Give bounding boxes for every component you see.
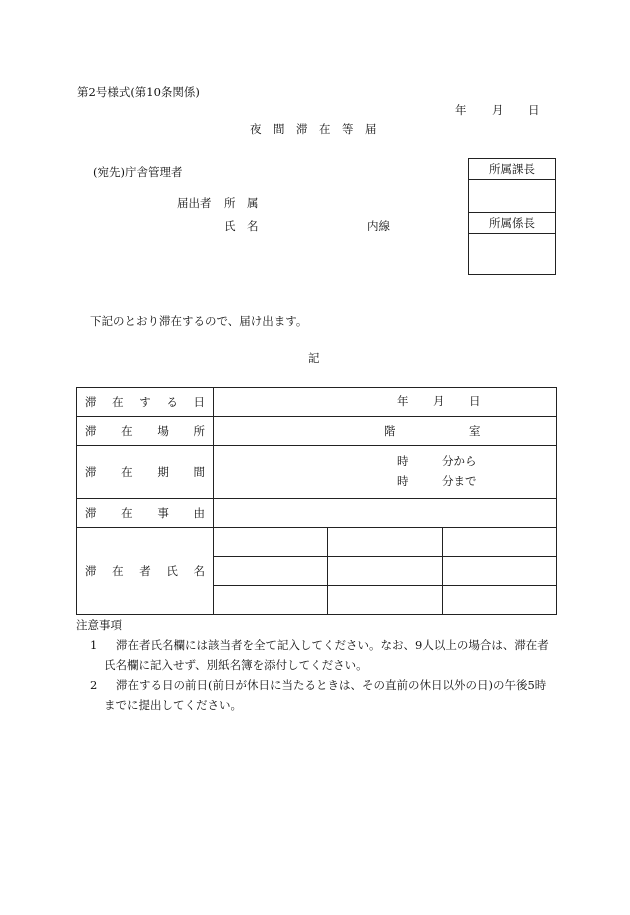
stay-date-month: 月: [433, 394, 445, 408]
stay-place-label-cell: 滞 在 場 所: [77, 417, 214, 446]
stay-name-cell[interactable]: [214, 528, 328, 557]
section-chief-stamp-box[interactable]: [469, 180, 555, 213]
ki-label: 記: [308, 351, 320, 365]
stay-place-room: 室: [469, 424, 481, 438]
period-start-minute: 分から: [442, 454, 477, 468]
stay-place-input[interactable]: [214, 417, 557, 446]
stay-period-label-cell: 滞 在 期 間: [77, 446, 214, 499]
stay-name-cell[interactable]: [443, 528, 557, 557]
form-number: 第2号様式(第10条関係): [77, 85, 200, 99]
stay-reason-input[interactable]: [214, 499, 557, 528]
stay-name-cell[interactable]: [328, 557, 443, 586]
note-item: [76, 675, 566, 715]
stay-date-day: 日: [469, 394, 481, 408]
approval-box: [468, 158, 556, 275]
stay-names-label-cell: 滞 在 者 氏 名: [77, 528, 214, 615]
note-line: までに提出してください。: [104, 698, 242, 712]
stay-name-cell[interactable]: [214, 557, 328, 586]
stay-date-year: 年: [397, 394, 409, 408]
stay-date-row: [77, 388, 557, 417]
affiliation-label: 所 属: [224, 196, 259, 210]
date-month-label: 月: [492, 103, 504, 117]
applicant-label: 届出者: [177, 196, 212, 210]
note-item: [76, 635, 566, 675]
stay-name-cell[interactable]: [443, 586, 557, 615]
note-line: 滞在者氏名欄には該当者を全て記入してください。なお、9人以上の場合は、滞在者: [116, 638, 549, 652]
period-end-minute: 分まで: [442, 474, 477, 488]
stay-names-row: [77, 528, 557, 557]
note-number: 1: [90, 638, 98, 652]
date-year-label: 年: [455, 103, 467, 117]
stay-reason-label-cell: 滞 在 事 由: [77, 499, 214, 528]
note-line: 氏名欄に記入せず、別紙名簿を添付してください。: [104, 658, 368, 672]
intro-text: 下記のとおり滞在するので、届け出ます。: [90, 314, 308, 328]
stay-name-cell[interactable]: [443, 557, 557, 586]
note-line: 滞在する日の前日(前日が休日に当たるときは、その直前の休日以外の日)の午後5時: [116, 678, 547, 692]
extension-label: 内線: [367, 219, 390, 233]
stay-name-cell[interactable]: [328, 528, 443, 557]
date-day-label: 日: [528, 103, 540, 117]
stay-details-table: [76, 387, 557, 615]
period-start-hour: 時: [397, 454, 409, 468]
subsection-chief-label: 所属係長: [469, 213, 555, 234]
subsection-chief-stamp-box[interactable]: [469, 234, 555, 274]
period-end-hour: 時: [397, 474, 409, 488]
stay-place-floor: 階: [384, 424, 396, 438]
stay-place-row: [77, 417, 557, 446]
stay-period-input[interactable]: [214, 446, 557, 499]
notes-section: [76, 615, 566, 715]
form-title: 夜 間 滞 在 等 届: [250, 122, 377, 136]
name-label: 氏 名: [224, 219, 259, 233]
stay-date-input[interactable]: [214, 388, 557, 417]
stay-name-cell[interactable]: [214, 586, 328, 615]
addressee: (宛先)庁舎管理者: [93, 165, 183, 179]
notes-heading: 注意事項: [76, 618, 122, 632]
stay-date-label-cell: 滞 在 す る 日: [77, 388, 214, 417]
note-number: 2: [90, 678, 98, 692]
stay-period-row: [77, 446, 557, 499]
stay-reason-row: [77, 499, 557, 528]
section-chief-label: 所属課長: [469, 159, 555, 180]
stay-name-cell[interactable]: [328, 586, 443, 615]
